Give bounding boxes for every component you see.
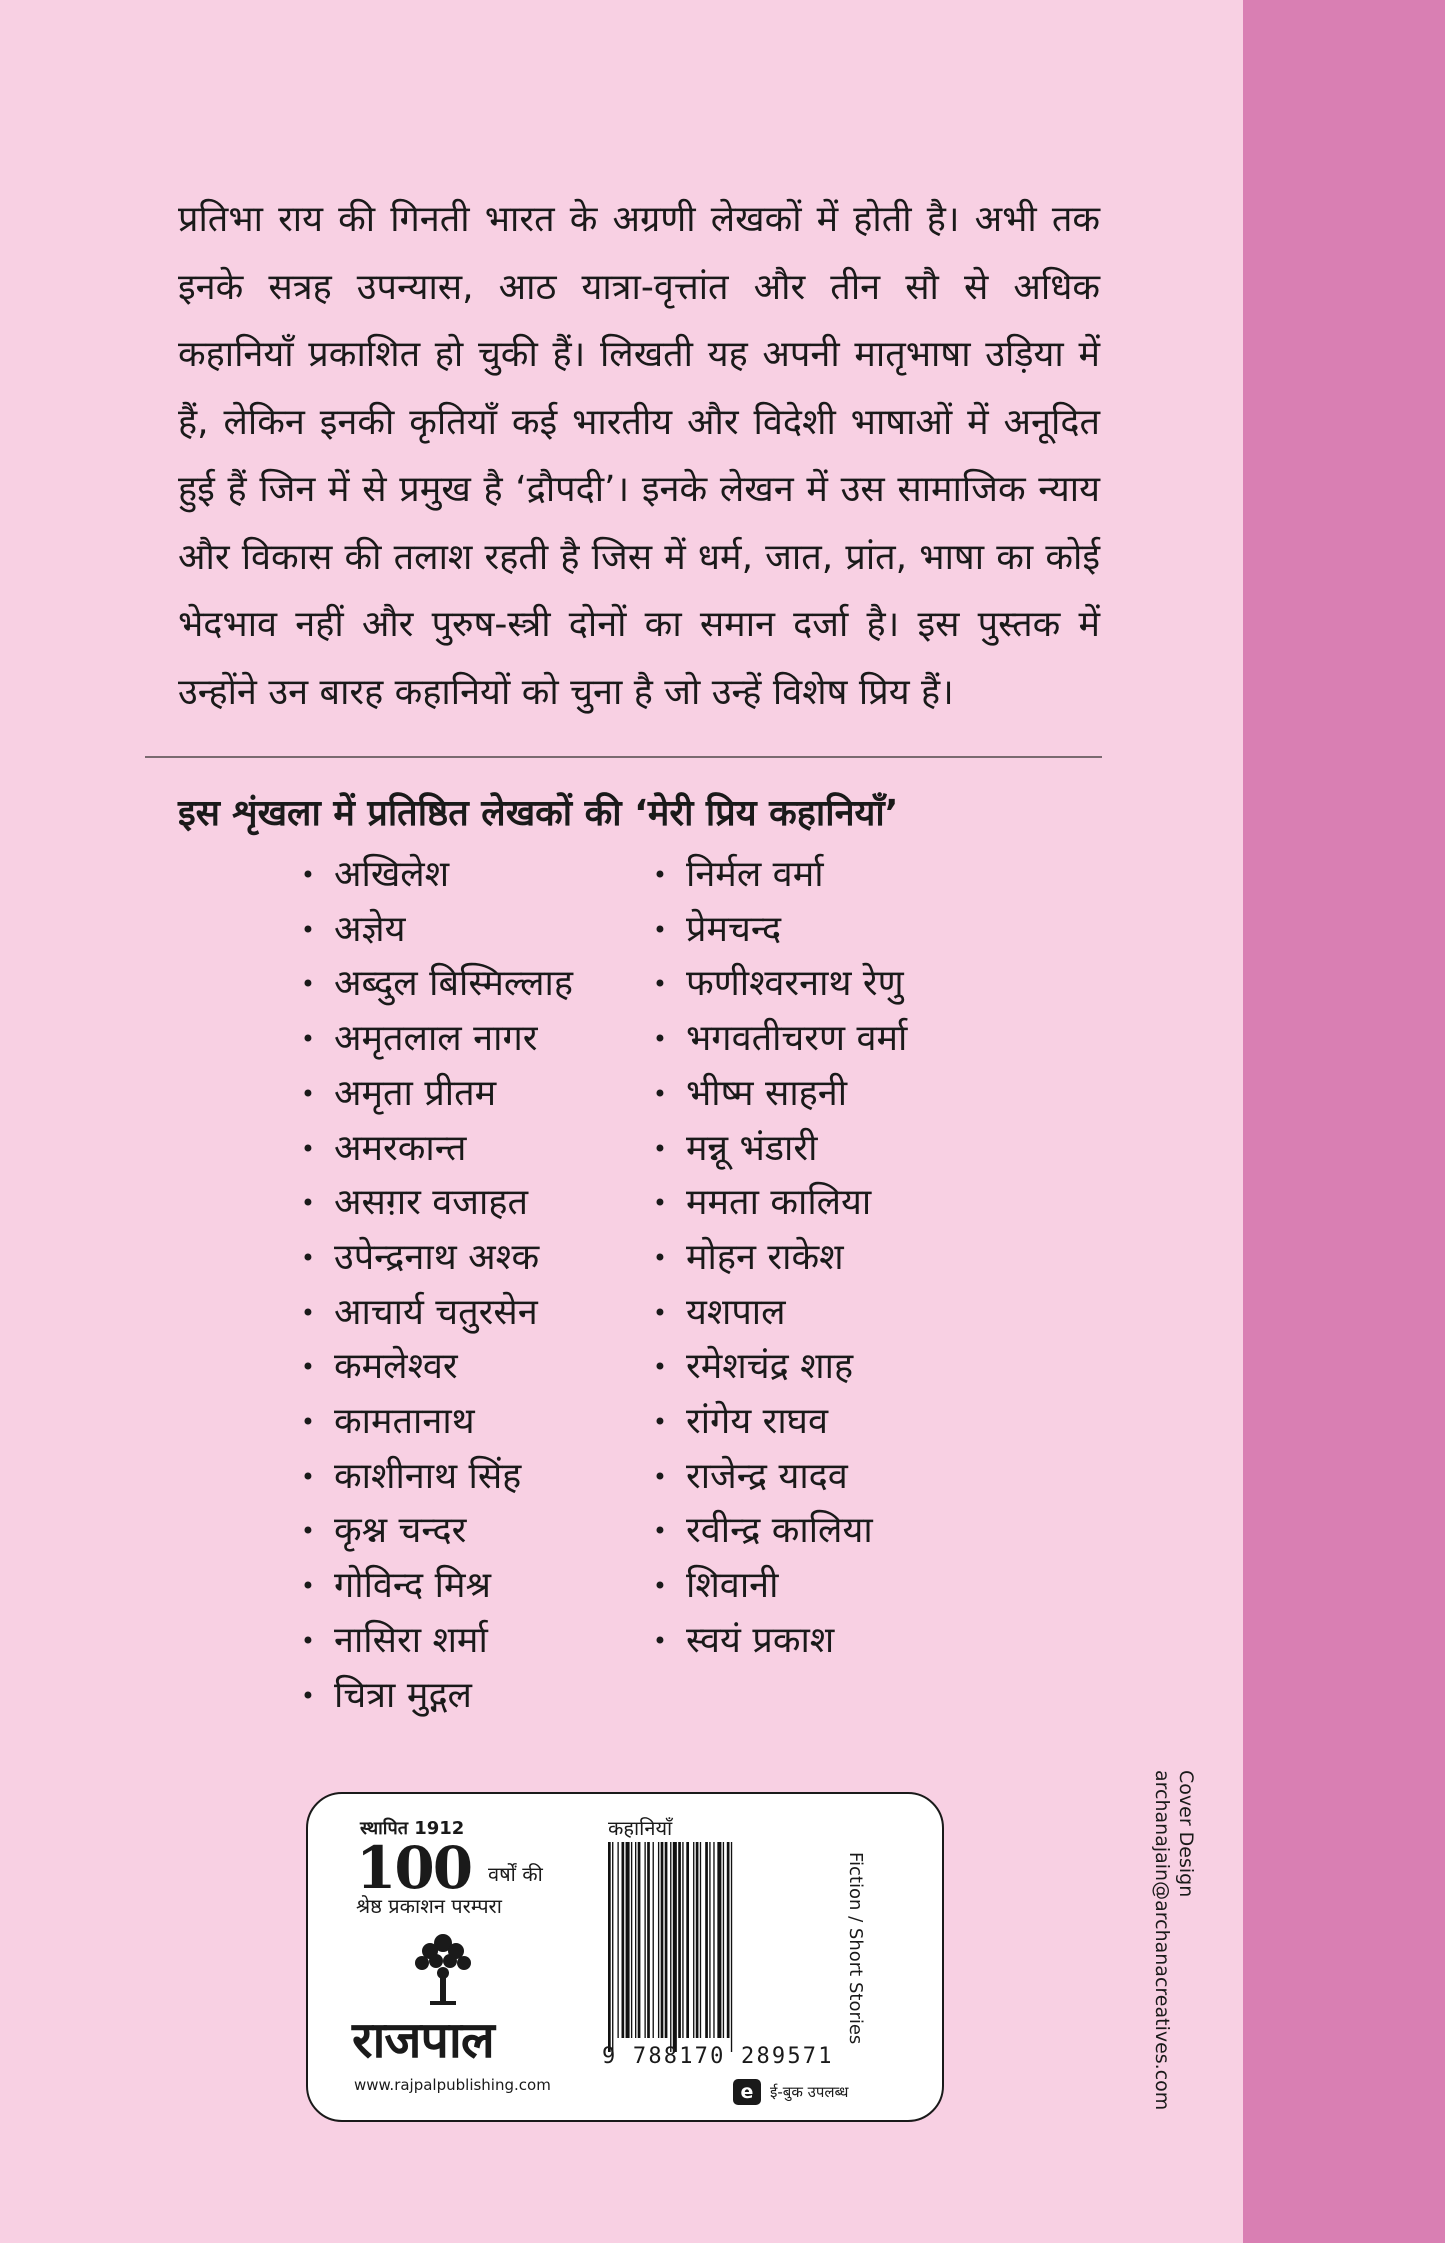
genre-label: कहानियाँ — [608, 1816, 673, 1840]
author-list-item — [650, 1122, 1010, 1177]
credit-email: archanajain@archanacreatives.com — [1151, 1770, 1173, 2111]
bullet-icon: • — [300, 861, 316, 889]
author-list-item — [298, 1012, 638, 1067]
author-list-item — [298, 848, 638, 903]
bullet-icon: • — [652, 1243, 668, 1272]
series-heading: इस शृंखला में प्रतिष्ठित लेखकों की ‘मेरी प्रिय कहानियाँ’ — [178, 793, 899, 834]
credit-title: Cover Design — [1175, 1770, 1197, 1898]
bullet-icon: • — [300, 1025, 316, 1054]
author-list-item — [298, 1669, 638, 1724]
years-text: वर्षों की — [488, 1862, 543, 1886]
author-name: कामतानाथ — [334, 1401, 475, 1443]
author-name: रमेशचंद्र शाह — [686, 1346, 854, 1388]
publisher-website: www.rajpalpublishing.com — [354, 2076, 551, 2094]
author-name: रवीन्द्र कालिया — [686, 1510, 873, 1552]
bullet-icon: • — [652, 1626, 668, 1655]
bullet-icon: • — [652, 915, 668, 944]
bullet-icon: • — [652, 1572, 668, 1601]
publisher-wordmark: राजपाल — [352, 2011, 494, 2069]
author-list-item — [650, 1559, 1010, 1614]
author-name: नासिरा शर्मा — [334, 1619, 488, 1661]
author-blurb: प्रतिभा राय की गिनती भारत के अग्रणी लेखकों में होती है। अभी तक इनके सत्रह उपन्यास, आठ यात्रा-वृत्तांत और तीन सौ से अधिक कहानियाँ प्रकाशित हो चुकी हैं। लिखती यह अपनी मातृभाषा उड़िया में हैं, लेकिन इनकी कृतियाँ कई भारतीय और विदेशी भाषाओं में अनूदित हुई हैं जिन में से प्रमुख है ‘द्रौपदी’। इनके लेखन में उस सामाजिक न्याय और विकास की तलाश रहती है जिस में धर्म, जात, प्रांत, भाषा का कोई भेदभाव नहीं और पुरुष-स्त्री दोनों का समान दर्जा है। इस पुस्तक में उन्होंने उन बारह कहानियों को चुना है जो उन्हें विशेष प्रिय हैं। — [178, 199, 1100, 713]
author-list-right — [650, 848, 1010, 1669]
author-list-item — [298, 1067, 638, 1122]
author-name: भगवतीचरण वर्मा — [686, 1018, 908, 1060]
author-name: राजेन्द्र यादव — [686, 1455, 848, 1497]
bullet-icon: • — [300, 1298, 316, 1327]
author-list-item — [298, 1176, 638, 1231]
isbn-digits: 9 788170 289571 — [602, 2044, 834, 2069]
bullet-icon: • — [652, 861, 668, 889]
author-name: अमृता प्रीतम — [334, 1072, 497, 1114]
author-list-item — [650, 1504, 1010, 1559]
author-list-item — [650, 957, 1010, 1012]
tradition-text: श्रेष्ठ प्रकाशन परम्परा — [356, 1894, 502, 1918]
author-list-item — [650, 1614, 1010, 1669]
author-name: कमलेश्वर — [334, 1346, 458, 1388]
spine-band — [1243, 0, 1445, 2243]
author-name: अज्ञेय — [334, 908, 406, 950]
established-text: स्थापित 1912 — [360, 1818, 465, 1839]
bullet-icon: • — [300, 1134, 316, 1163]
author-list-item — [298, 1231, 638, 1286]
author-list-item — [650, 1286, 1010, 1341]
ebook-icon: e — [733, 2079, 761, 2105]
category-label: Fiction / Short Stories — [845, 1852, 866, 2045]
author-list-item — [650, 1231, 1010, 1286]
bullet-icon: • — [300, 1408, 316, 1437]
bullet-icon: • — [300, 1353, 316, 1382]
hundred-years-number: 100 — [356, 1834, 472, 1902]
bullet-icon: • — [300, 915, 316, 944]
author-name: अमृतलाल नागर — [334, 1018, 538, 1060]
author-name: चित्रा मुद्गल — [334, 1674, 472, 1716]
bullet-icon: • — [652, 1462, 668, 1491]
author-name: रांगेय राघव — [686, 1401, 828, 1443]
author-name: असग़र वजाहत — [334, 1182, 528, 1224]
author-name: फणीश्वरनाथ रेणु — [686, 963, 904, 1005]
author-list-item — [650, 1012, 1010, 1067]
author-list-item — [298, 903, 638, 958]
bullet-icon: • — [300, 1079, 316, 1108]
isbn-barcode — [606, 1842, 836, 2052]
bullet-icon: • — [300, 1626, 316, 1655]
bullet-icon: • — [300, 1189, 316, 1218]
bullet-icon: • — [652, 1298, 668, 1327]
author-list-item — [298, 957, 638, 1012]
author-name: अमरकान्त — [334, 1127, 467, 1169]
bullet-icon: • — [652, 1517, 668, 1546]
author-name: मन्नू भंडारी — [686, 1127, 818, 1169]
bullet-icon: • — [652, 1189, 668, 1218]
author-name: आचार्य चतुरसेन — [334, 1291, 538, 1333]
author-name: स्वयं प्रकाश — [686, 1619, 835, 1661]
author-name: गोविन्द मिश्र — [334, 1565, 491, 1607]
author-name: यशपाल — [686, 1291, 786, 1333]
author-name: निर्मल वर्मा — [686, 854, 824, 895]
author-list-left — [298, 848, 638, 1723]
bullet-icon: • — [652, 970, 668, 999]
author-name: उपेन्द्रनाथ अश्क — [334, 1236, 540, 1278]
author-list-item — [650, 1395, 1010, 1450]
author-list-item — [298, 1340, 638, 1395]
author-list-item — [650, 1450, 1010, 1505]
bullet-icon: • — [300, 1572, 316, 1601]
author-list-item — [650, 1176, 1010, 1231]
author-list-item — [298, 1286, 638, 1341]
author-list-item — [298, 1395, 638, 1450]
bullet-icon: • — [652, 1134, 668, 1163]
ebook-available-text: ई-बुक उपलब्ध — [770, 2083, 849, 2101]
author-name: अखिलेश — [334, 854, 450, 895]
bullet-icon: • — [652, 1079, 668, 1108]
author-name: अब्दुल बिस्मिल्लाह — [334, 963, 573, 1005]
author-list-item — [650, 903, 1010, 958]
bullet-icon: • — [300, 1243, 316, 1272]
bullet-icon: • — [652, 1025, 668, 1054]
author-name: शिवानी — [686, 1565, 779, 1607]
bullet-icon: • — [300, 1462, 316, 1491]
publisher-barcode-box — [306, 1792, 944, 2122]
author-name: भीष्म साहनी — [686, 1072, 848, 1114]
bullet-icon: • — [300, 1681, 316, 1710]
author-name: प्रेमचन्द — [686, 908, 782, 950]
bullet-icon: • — [652, 1408, 668, 1437]
author-name: ममता कालिया — [686, 1182, 872, 1224]
author-list-item — [298, 1504, 638, 1559]
author-list-item — [298, 1450, 638, 1505]
author-list-item — [298, 1122, 638, 1177]
tree-logo-icon — [408, 1929, 478, 2009]
bullet-icon: • — [300, 1517, 316, 1546]
author-name: मोहन राकेश — [686, 1236, 844, 1278]
bullet-icon: • — [652, 1353, 668, 1382]
bullet-icon: • — [300, 970, 316, 999]
author-list-item — [298, 1559, 638, 1614]
author-list-item — [650, 848, 1010, 903]
section-divider — [145, 756, 1102, 758]
author-list-item — [298, 1614, 638, 1669]
author-list-item — [650, 1067, 1010, 1122]
author-name: कृश्न चन्दर — [334, 1510, 467, 1552]
author-name: काशीनाथ सिंह — [334, 1455, 522, 1497]
author-list-item — [650, 1340, 1010, 1395]
cover-design-credit — [1150, 1770, 1198, 2111]
